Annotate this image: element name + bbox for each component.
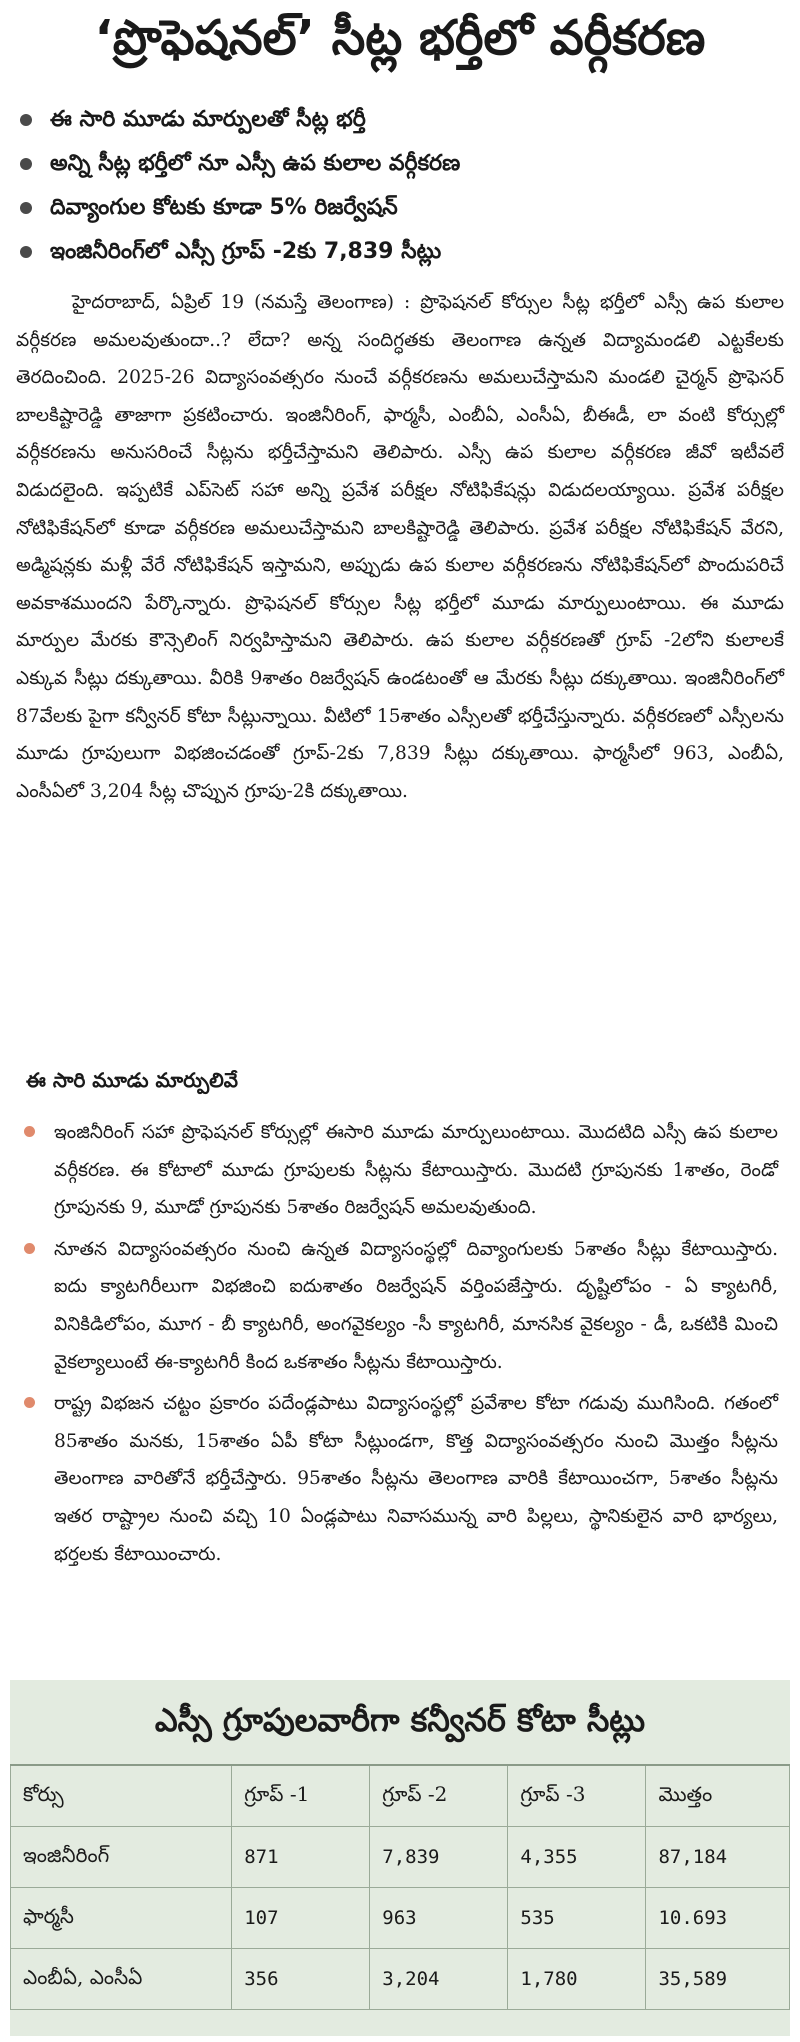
course-cell: ఎంబీఏ, ఎంసీఏ: [11, 1949, 232, 2010]
change-item: [10, 1231, 790, 1381]
course-cell: ఇంజినీరింగ్: [11, 1827, 232, 1888]
table-row: [11, 1827, 790, 1888]
table-cell: 1,780: [508, 1949, 646, 2010]
highlight-item: [10, 186, 790, 230]
table-cell: 356: [232, 1949, 370, 2010]
table-row: [11, 1888, 790, 1949]
seats-table: [10, 1764, 790, 2010]
table-cell: 4,355: [508, 1827, 646, 1888]
bullet-icon: [20, 158, 32, 170]
table-cell: 3,204: [370, 1949, 508, 2010]
bullet-icon: [24, 1126, 35, 1137]
table-cell: 963: [370, 1888, 508, 1949]
column-header: గ్రూప్ -2: [370, 1765, 508, 1827]
table-header-row: [11, 1765, 790, 1827]
highlight-text: అన్ని సీట్ల భర్తీలో నూ ఎస్సీ ఉప కులాల వర్గీకరణ: [50, 151, 461, 176]
bullet-icon: [20, 246, 32, 258]
column-header: మొత్తం: [646, 1765, 790, 1827]
change-item: [10, 1385, 790, 1573]
table-cell: 107: [232, 1888, 370, 1949]
change-text: రాష్ట్ర విభజన చట్టం ప్రకారం పదేండ్లపాటు విద్యాసంస్థల్లో ప్రవేశాల కోటా గడువు ముగిసింది. గతంలో 85శాతం మనకు, 15శాతం ఏపీ కోటా సీట్లుండగా, కొత్త విద్యాసంవత్సరం నుంచి మొత్తం సీట్లను తెలంగాణ వారితోనే భర్తీచేస్తారు. 95శాతం సీట్లను తెలంగాణ వారికి కేటాయించగా, 5శాతం సీట్లను ఇతర రాష్ట్రాల నుంచి వచ్చి 10 ఏండ్లపాటు నివాసమున్న వారి పిల్లలు, స్థానికులైన వారి భార్యలు, భర్తలకు కేటాయించారు.: [54, 1393, 778, 1565]
bullet-icon: [20, 114, 32, 126]
change-text: ఇంజినీరింగ్ సహా ప్రొఫెషనల్ కోర్సుల్లో ఈసారి మూడు మార్పులుంటాయి. మొదటిది ఎస్సీ ఉప కులాల వర్గీకరణ. ఈ కోటాలో మూడు గ్రూపులకు సీట్లను కేటాయిస్తారు. మొదటి గ్రూపునకు 1శాతం, రెండో గ్రూపునకు 9, మూడో గ్రూపునకు 5శాతం రిజర్వేషన్ అమలవుతుంది.: [54, 1122, 778, 1219]
bullet-icon: [20, 202, 32, 214]
highlights-list: [10, 98, 790, 274]
table-title: ఎస్సీ గ్రూపులవారీగా కన్వీనర్ కోటా సీట్లు: [154, 1701, 646, 1739]
seats-table-box: [10, 1680, 790, 2036]
course-cell: ఫార్మసీ: [11, 1888, 232, 1949]
section-subheading: ఈ సారి మూడు మార్పులివే: [26, 1068, 238, 1092]
table-cell: 535: [508, 1888, 646, 1949]
table-cell: 7,839: [370, 1827, 508, 1888]
table-row: [11, 1949, 790, 2010]
highlight-item: [10, 230, 790, 274]
table-cell: 10.693: [646, 1888, 790, 1949]
column-header: కోర్సు: [11, 1765, 232, 1827]
table-cell: 35,589: [646, 1949, 790, 2010]
table-cell: 871: [232, 1827, 370, 1888]
bullet-icon: [24, 1243, 35, 1254]
highlight-text: ఈ సారి మూడు మార్పులతో సీట్ల భర్తీ: [50, 107, 366, 132]
highlight-text: ఇంజినీరింగ్‌లో ఎస్సీ గ్రూప్ -2కు 7,839 సీట్లు: [50, 239, 442, 264]
bullet-icon: [24, 1397, 35, 1408]
headline: ‘ప్రొఫెషనల్’ సీట్ల భర్తీలో వర్గీకరణ: [94, 10, 706, 66]
change-text: నూతన విద్యాసంవత్సరం నుంచి ఉన్నత విద్యాసంస్థల్లో దివ్యాంగులకు 5శాతం సీట్లు కేటాయిస్తారు. ఐదు క్యాటగిరీలుగా విభజించి ఐదుశాతం రిజర్వేషన్ వర్తింపజేస్తారు. దృష్టిలోపం - ఏ క్యాటగిరీ, వినికిడిలోపం, మూగ - బీ క్యాటగిరీ, అంగవైకల్యం -సీ క్యాటగిరీ, మానసిక వైకల్యం - డీ, ఒకటికి మించి వైకల్యాలుంటే ఈ-క్యాటగిరీ కింద ఒకశాతం సీట్లను కేటాయిస్తారు.: [54, 1238, 778, 1373]
column-header: గ్రూప్ -3: [508, 1765, 646, 1827]
changes-list: [10, 1114, 790, 1573]
highlight-item: [10, 142, 790, 186]
change-item: [10, 1114, 790, 1227]
column-header: గ్రూప్ -1: [232, 1765, 370, 1827]
highlight-item: [10, 98, 790, 142]
table-cell: 87,184: [646, 1827, 790, 1888]
highlight-text: దివ్యాంగుల కోటకు కూడా 5% రిజర్వేషన్: [50, 195, 398, 220]
article-body: హైదరాబాద్, ఏప్రిల్ 19 (నమస్తే తెలంగాణ) : ప్రొఫెషనల్ కోర్సుల సీట్ల భర్తీలో ఎస్సీ ఉప కులాల వర్గీకరణ అమలవుతుందా..? లేదా? అన్న సందిగ్ధతకు తెలంగాణ ఉన్నత విద్యామండలి ఎట్టకేలకు తెరదించింది. 2025-26 విద్యాసంవత్సరం నుంచే వర్గీకరణను అమలుచేస్తామని మండలి చైర్మన్ ప్రొఫెసర్ బాలకిష్టారెడ్డి తాజాగా ప్రకటించారు. ఇంజినీరింగ్, ఫార్మసీ, ఎంబీఏ, ఎంసీఏ, బీఈడీ, లా వంటి కోర్సుల్లో వర్గీకరణను అనుసరించే సీట్లను భర్తీచేస్తామని తెలిపారు. ఎస్సీ ఉప కులాల వర్గీకరణ జీవో ఇటీవలే విడుదలైంది. ఇప్పటికే ఎప్‌సెట్ సహా అన్ని ప్రవేశ పరీక్షల నోటిఫికేషన్లు విడుదలయ్యాయి. ప్రవేశ పరీక్షల నోటిఫికేషన్‌లో కూడా వర్గీకరణ అమలుచేస్తామని బాలకిష్టారెడ్డి తెలిపారు. ప్రవేశ పరీక్షల నోటిఫికేషన్ వేరని, అడ్మిషన్లకు మళ్లీ వేరే నోటిఫికేషన్ ఇస్తామని, అప్పుడు ఉప కులాల వర్గీకరణను నోటిఫికేషన్‌లో పొందుపరిచే అవకాశముందని పేర్కొన్నారు. ప్రొఫెషనల్ కోర్సుల సీట్ల భర్తీలో మూడు మార్పులుంటాయి. ఈ మూడు మార్పుల మేరకు కౌన్సెలింగ్ నిర్వహిస్తామని తెలిపారు. ఉప కులాల వర్గీకరణతో గ్రూప్ -2లోని కులాలకే ఎక్కువ సీట్లు దక్కుతాయి. వీరికి 9శాతం రిజర్వేషన్ ఉండటంతో ఆ మేరకు సీట్లు దక్కుతాయి. ఇంజినీరింగ్‌లో 87వేలకు పైగా కన్వీనర్ కోటా సీట్లున్నాయి. వీటిలో 15శాతం ఎస్సీలతో భర్తీచేస్తున్నారు. వర్గీకరణలో ఎస్సీలను మూడు గ్రూపులుగా విభజించడంతో గ్రూప్-2కు 7,839 సీట్లు దక్కుతాయి. ఫార్మసీలో 963, ఎంబీఏ, ఎంసీఏలో 3,204 సీట్ల చొప్పున గ్రూపు-2కి దక్కుతాయి.: [16, 292, 784, 802]
